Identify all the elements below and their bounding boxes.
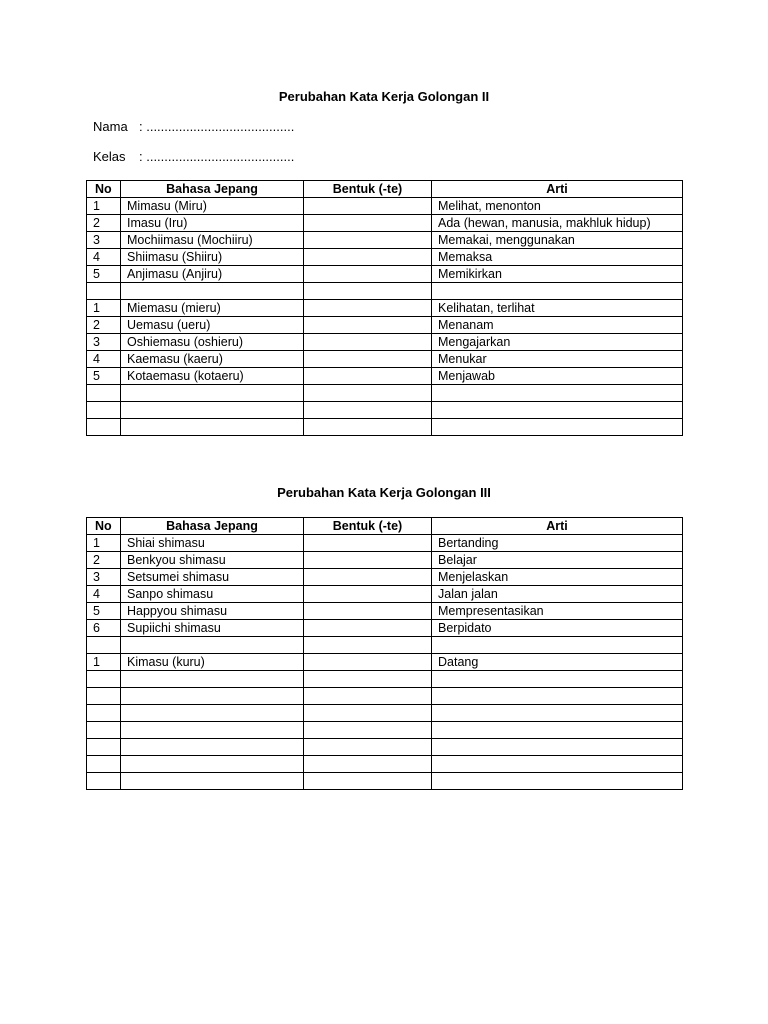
cell-bahasa-jepang: Kimasu (kuru) [121, 654, 304, 671]
cell-bentuk-te[interactable] [304, 402, 432, 419]
cell-arti: Melihat, menonton [432, 198, 683, 215]
cell-bentuk-te[interactable] [304, 620, 432, 637]
cell-no: 1 [87, 198, 121, 215]
cell-arti [432, 739, 683, 756]
section2-title: Perubahan Kata Kerja Golongan III [277, 485, 491, 500]
cell-arti [432, 688, 683, 705]
cell-no [87, 773, 121, 790]
table-row [87, 569, 683, 586]
cell-bahasa-jepang [121, 385, 304, 402]
cell-bahasa-jepang: Shiimasu (Shiiru) [121, 249, 304, 266]
table-row [87, 266, 683, 283]
cell-no [87, 688, 121, 705]
cell-no: 5 [87, 368, 121, 385]
cell-no [87, 756, 121, 773]
cell-no: 6 [87, 620, 121, 637]
cell-bahasa-jepang: Shiai shimasu [121, 535, 304, 552]
table-row [87, 671, 683, 688]
cell-bahasa-jepang: Setsumei shimasu [121, 569, 304, 586]
cell-no [87, 402, 121, 419]
table-row [87, 586, 683, 603]
section1-title: Perubahan Kata Kerja Golongan II [278, 89, 490, 104]
cell-bahasa-jepang: Oshiemasu (oshieru) [121, 334, 304, 351]
cell-bentuk-te[interactable] [304, 368, 432, 385]
cell-bahasa-jepang: Kotaemasu (kotaeru) [121, 368, 304, 385]
cell-no [87, 722, 121, 739]
cell-arti: Kelihatan, terlihat [432, 300, 683, 317]
cell-arti [432, 671, 683, 688]
cell-bentuk-te[interactable] [304, 419, 432, 436]
header-bahasa-jepang: Bahasa Jepang [121, 518, 304, 535]
cell-bentuk-te[interactable] [304, 266, 432, 283]
cell-arti: Ada (hewan, manusia, makhluk hidup) [432, 215, 683, 232]
cell-bentuk-te[interactable] [304, 317, 432, 334]
cell-bahasa-jepang: Miemasu (mieru) [121, 300, 304, 317]
table-row [87, 773, 683, 790]
cell-arti [432, 773, 683, 790]
cell-bentuk-te[interactable] [304, 671, 432, 688]
cell-bentuk-te[interactable] [304, 249, 432, 266]
cell-bentuk-te[interactable] [304, 351, 432, 368]
cell-bahasa-jepang: Imasu (Iru) [121, 215, 304, 232]
header-bentuk-te: Bentuk (-te) [304, 518, 432, 535]
cell-no: 5 [87, 266, 121, 283]
cell-bahasa-jepang [121, 637, 304, 654]
cell-arti [432, 722, 683, 739]
table-row [87, 249, 683, 266]
cell-arti: Mempresentasikan [432, 603, 683, 620]
table-header-row [87, 518, 683, 535]
cell-no: 1 [87, 654, 121, 671]
cell-no [87, 705, 121, 722]
cell-bahasa-jepang [121, 419, 304, 436]
cell-arti: Jalan jalan [432, 586, 683, 603]
cell-bahasa-jepang: Benkyou shimasu [121, 552, 304, 569]
cell-arti: Memaksa [432, 249, 683, 266]
cell-arti [432, 705, 683, 722]
table-row [87, 317, 683, 334]
cell-no: 4 [87, 249, 121, 266]
cell-no: 1 [87, 300, 121, 317]
cell-arti: Memikirkan [432, 266, 683, 283]
table-row [87, 351, 683, 368]
table-row [87, 215, 683, 232]
header-no: No [87, 518, 121, 535]
cell-no: 4 [87, 586, 121, 603]
cell-bentuk-te[interactable] [304, 535, 432, 552]
cell-bahasa-jepang: Happyou shimasu [121, 603, 304, 620]
class-field [93, 149, 294, 164]
header-no: No [87, 181, 121, 198]
table-row [87, 637, 683, 654]
table-row [87, 385, 683, 402]
cell-arti [432, 385, 683, 402]
cell-bentuk-te[interactable] [304, 232, 432, 249]
cell-bentuk-te[interactable] [304, 705, 432, 722]
cell-bentuk-te[interactable] [304, 300, 432, 317]
cell-bahasa-jepang [121, 756, 304, 773]
header-arti: Arti [432, 518, 683, 535]
cell-arti: Menukar [432, 351, 683, 368]
cell-bahasa-jepang [121, 402, 304, 419]
cell-bentuk-te[interactable] [304, 198, 432, 215]
cell-bahasa-jepang [121, 705, 304, 722]
cell-arti: Bertanding [432, 535, 683, 552]
table-row [87, 688, 683, 705]
cell-bentuk-te[interactable] [304, 688, 432, 705]
cell-arti: Menanam [432, 317, 683, 334]
cell-bentuk-te[interactable] [304, 654, 432, 671]
cell-no: 4 [87, 351, 121, 368]
table-row [87, 722, 683, 739]
cell-bentuk-te[interactable] [304, 586, 432, 603]
cell-bentuk-te[interactable] [304, 603, 432, 620]
cell-bahasa-jepang: Kaemasu (kaeru) [121, 351, 304, 368]
table-row [87, 198, 683, 215]
cell-arti [432, 419, 683, 436]
cell-arti [432, 756, 683, 773]
cell-bahasa-jepang [121, 688, 304, 705]
cell-bentuk-te[interactable] [304, 552, 432, 569]
cell-no: 2 [87, 552, 121, 569]
table-row [87, 756, 683, 773]
cell-no: 3 [87, 569, 121, 586]
table-row [87, 300, 683, 317]
cell-no: 3 [87, 334, 121, 351]
cell-no [87, 637, 121, 654]
cell-arti: Datang [432, 654, 683, 671]
table-row [87, 419, 683, 436]
name-field [93, 119, 294, 134]
table-row [87, 368, 683, 385]
cell-bahasa-jepang: Sanpo shimasu [121, 586, 304, 603]
cell-no [87, 385, 121, 402]
cell-no [87, 671, 121, 688]
cell-bahasa-jepang [121, 739, 304, 756]
header-arti: Arti [432, 181, 683, 198]
cell-no [87, 419, 121, 436]
table-row [87, 654, 683, 671]
header-bentuk-te: Bentuk (-te) [304, 181, 432, 198]
header-bahasa-jepang: Bahasa Jepang [121, 181, 304, 198]
table-row [87, 739, 683, 756]
class-blank: : ......................................... [139, 149, 295, 164]
name-blank: : ......................................... [139, 119, 295, 134]
table-row [87, 705, 683, 722]
cell-bentuk-te[interactable] [304, 739, 432, 756]
cell-bentuk-te[interactable] [304, 215, 432, 232]
cell-bentuk-te[interactable] [304, 283, 432, 300]
name-label: Nama [93, 119, 128, 134]
cell-bahasa-jepang: Anjimasu (Anjiru) [121, 266, 304, 283]
table-row [87, 603, 683, 620]
cell-arti: Belajar [432, 552, 683, 569]
cell-bahasa-jepang [121, 283, 304, 300]
cell-bentuk-te[interactable] [304, 637, 432, 654]
table-row [87, 402, 683, 419]
cell-arti: Menjawab [432, 368, 683, 385]
cell-arti [432, 637, 683, 654]
table-row [87, 552, 683, 569]
cell-no: 3 [87, 232, 121, 249]
cell-no: 2 [87, 317, 121, 334]
class-label: Kelas [93, 149, 126, 164]
cell-bahasa-jepang: Supiichi shimasu [121, 620, 304, 637]
cell-no: 2 [87, 215, 121, 232]
cell-arti: Menjelaskan [432, 569, 683, 586]
table-row [87, 620, 683, 637]
table-row [87, 535, 683, 552]
cell-bentuk-te[interactable] [304, 756, 432, 773]
cell-arti: Memakai, menggunakan [432, 232, 683, 249]
cell-arti [432, 283, 683, 300]
cell-bahasa-jepang: Mimasu (Miru) [121, 198, 304, 215]
cell-bentuk-te[interactable] [304, 569, 432, 586]
cell-bahasa-jepang [121, 722, 304, 739]
cell-bentuk-te[interactable] [304, 385, 432, 402]
cell-no: 5 [87, 603, 121, 620]
cell-arti [432, 402, 683, 419]
cell-no: 1 [87, 535, 121, 552]
table-row [87, 232, 683, 249]
cell-bentuk-te[interactable] [304, 334, 432, 351]
table-header-row [87, 181, 683, 198]
verb-table-group2 [86, 180, 683, 436]
cell-bentuk-te[interactable] [304, 722, 432, 739]
cell-arti: Mengajarkan [432, 334, 683, 351]
cell-bahasa-jepang: Uemasu (ueru) [121, 317, 304, 334]
cell-arti: Berpidato [432, 620, 683, 637]
cell-bahasa-jepang [121, 671, 304, 688]
table-row [87, 334, 683, 351]
verb-table-group3 [86, 517, 683, 790]
cell-bahasa-jepang: Mochiimasu (Mochiiru) [121, 232, 304, 249]
cell-bentuk-te[interactable] [304, 773, 432, 790]
cell-no [87, 283, 121, 300]
table-row [87, 283, 683, 300]
cell-no [87, 739, 121, 756]
cell-bahasa-jepang [121, 773, 304, 790]
